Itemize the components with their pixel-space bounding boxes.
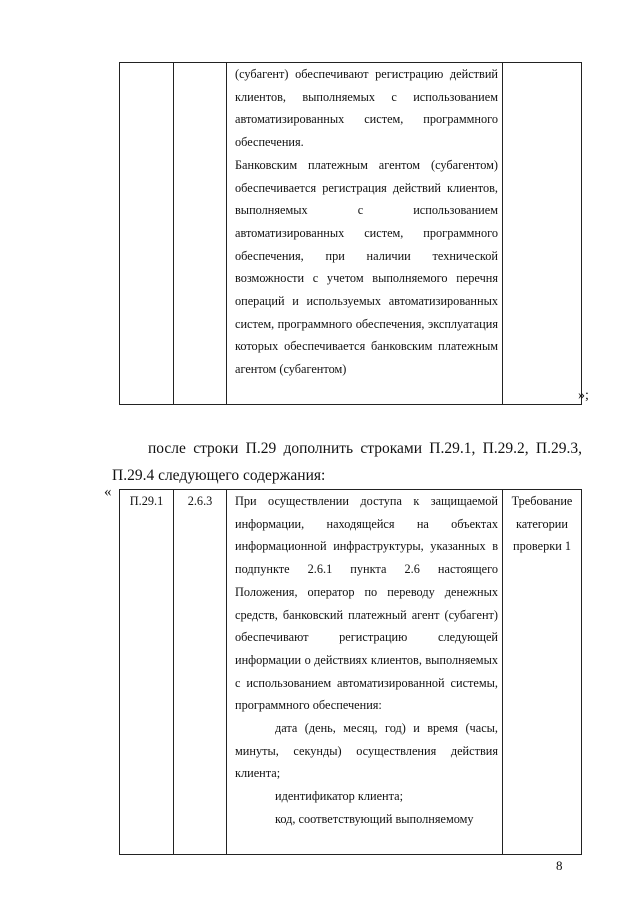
instruction-line: после строки П.29 дополнить строками П.29.1, П.29.2, П.29.3, (148, 440, 582, 457)
instruction-paragraph (112, 435, 582, 489)
id-cell (120, 63, 174, 405)
table-row (120, 490, 582, 855)
instruction-line: П.29.4 следующего содержания: (112, 467, 326, 484)
row-ref: 2.6.3 (174, 490, 227, 855)
opening-quote: « (104, 484, 112, 500)
inserted-rows-table (119, 489, 582, 855)
page-number: 8 (556, 858, 563, 873)
paragraph: (субагент) обеспечивают регистрацию действий клиентов, выполняемых с использованием автоматизированных систем, программного обеспечения. (235, 67, 498, 150)
closing-quote: »; (578, 388, 589, 403)
list-item: идентификатор клиента; (275, 789, 404, 804)
requirement-cell: Требование категории проверки 1 (503, 490, 582, 855)
content-cell (227, 63, 503, 405)
content-cell (227, 490, 503, 855)
paragraph: Банковским платежным агентом (субагентом) обеспечивается регистрация действий клиентов, выполняемых с использованием автоматизированных систем, программного обеспечения, при наличии технической возможности с учетом выполняемого перечня операций и используемых автоматизированных систем, программного обеспечения, эксплуатация которых обеспечивается банковским платежным агентом (субагентом) (235, 157, 498, 377)
list-item: дата (день, месяц, год) и время (часы, минуты, секунды) осуществления действия клиента; (235, 721, 498, 781)
table-row (120, 63, 582, 405)
ref-cell (174, 63, 227, 405)
continuation-table (119, 62, 582, 405)
list-item: код, соответствующий выполняемому (275, 811, 474, 826)
main-paragraph: При осуществлении доступа к защищаемой информации, находящейся на объектах информационной инфраструктуры, указанных в подпункте 2.6.1 пункта 2.6 настоящего Положения, оператор по переводу денежных средств, банковский платежный агент (субагент) обеспечивают регистрацию следующей информации о действиях клиентов, выполняемых с использованием автоматизированной системы, программного обеспечения: (235, 494, 498, 713)
row-id: П.29.1 (120, 490, 174, 855)
requirement-cell (503, 63, 582, 405)
